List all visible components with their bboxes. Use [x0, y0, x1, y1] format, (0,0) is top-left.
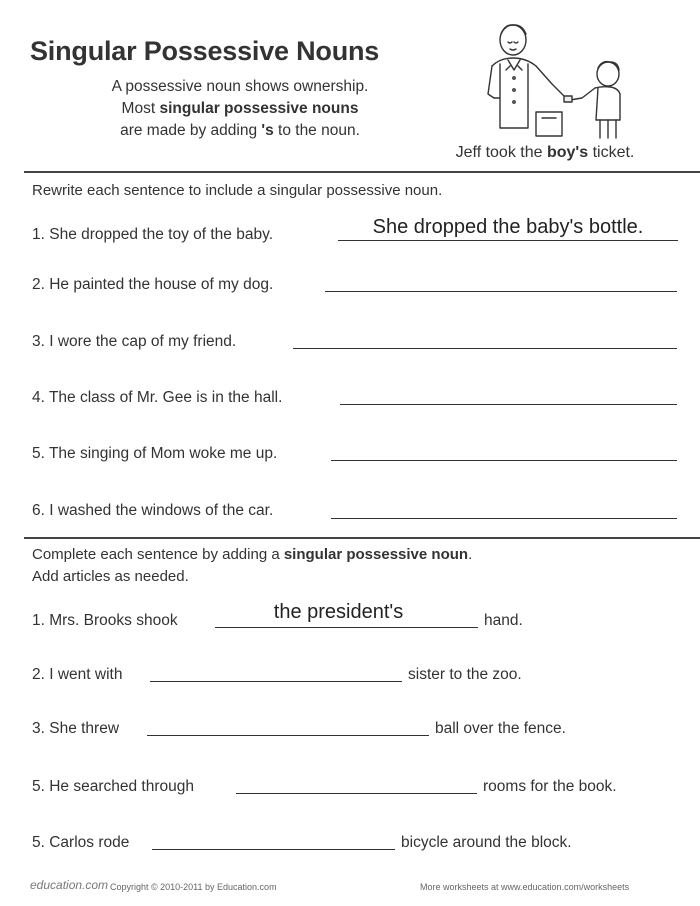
s1-answer-line-5[interactable] [331, 460, 677, 461]
s1-question-1: 1. She dropped the toy of the baby. [32, 226, 273, 243]
section1-instruction: Rewrite each sentence to include a singular possessive noun. [32, 182, 443, 199]
s2-answer-line-3[interactable] [147, 735, 429, 736]
s2-answer-line-5[interactable] [152, 849, 395, 850]
intro-line-2: Most singular possessive nouns [121, 100, 359, 117]
education-logo: education.com [30, 878, 109, 892]
s1-question-2: 2. He painted the house of my dog. [32, 276, 274, 293]
s1-question-4: 4. The class of Mr. Gee is in the hall. [32, 389, 283, 406]
illustration-caption: Jeff took the boy's ticket. [455, 144, 635, 161]
intro-line-1: A possessive noun shows ownership. [111, 78, 369, 95]
s1-answer-line-3[interactable] [293, 348, 677, 349]
s1-answer-1: She dropped the baby's bottle. [372, 216, 644, 238]
section-divider-1 [24, 171, 700, 173]
s2-question-3-start: 3. She threw [32, 720, 120, 737]
s1-question-6: 6. I washed the windows of the car. [32, 502, 274, 519]
s1-answer-line-4[interactable] [340, 404, 677, 405]
worksheet-title: Singular Possessive Nouns [30, 36, 380, 66]
s1-answer-line-2[interactable] [325, 291, 677, 292]
copyright-text: Copyright © 2010-2011 by Education.com [110, 882, 277, 892]
s2-question-3-end: ball over the fence. [435, 720, 566, 737]
s2-question-1-end: hand. [484, 612, 523, 629]
s2-answer-1: the president's [273, 601, 404, 623]
s2-answer-line-2[interactable] [150, 681, 402, 682]
s2-question-4-start: 5. He searched through [32, 778, 194, 795]
section2-instruction: Complete each sentence by adding a singular possessive noun. [32, 546, 473, 563]
illustration-ticket-exchange [470, 16, 640, 141]
section2-instruction-line2: Add articles as needed. [32, 568, 189, 585]
s1-answer-line-1[interactable] [338, 240, 678, 241]
section-divider-2 [24, 537, 700, 539]
s2-answer-line-4[interactable] [236, 793, 477, 794]
more-worksheets-link[interactable]: More worksheets at www.education.com/worksheets [420, 882, 630, 892]
s2-question-5-end: bicycle around the block. [401, 834, 572, 851]
s2-question-5-start: 5. Carlos rode [32, 834, 130, 851]
s2-question-4-end: rooms for the book. [483, 778, 617, 795]
s1-question-3: 3. I wore the cap of my friend. [32, 333, 237, 350]
s1-answer-line-6[interactable] [331, 518, 677, 519]
intro-line-3: are made by adding 's to the noun. [120, 122, 360, 139]
s1-question-5: 5. The singing of Mom woke me up. [32, 445, 278, 462]
s2-question-1-start: 1. Mrs. Brooks shook [32, 612, 178, 629]
s2-question-2-start: 2. I went with [32, 666, 123, 683]
s2-answer-line-1[interactable] [215, 627, 478, 628]
s2-question-2-end: sister to the zoo. [408, 666, 522, 683]
